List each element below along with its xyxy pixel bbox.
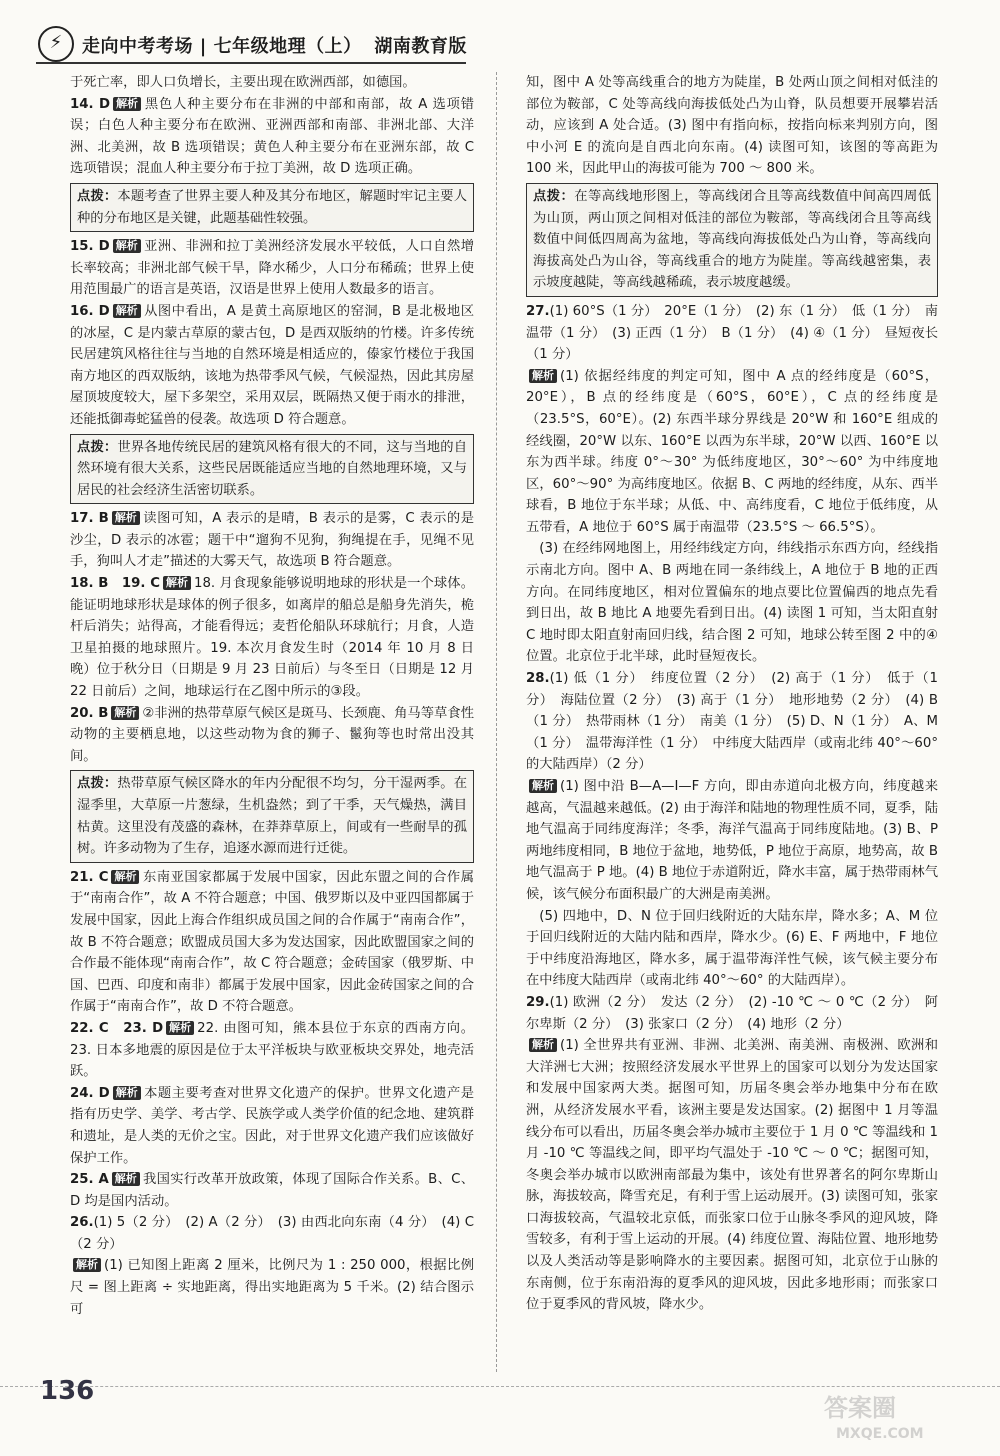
answer-text: 18. 月食现象能够说明地球的形状是一个球体。能证明地球形状是球体的例子很多，如离岸的船总是船身先消失，桅杆后消失；站得高，才能看得远；麦哲伦船队环球航行；月食，人造卫星拍摄的地球照片。19. 本次月食发生时（2014 年 10 月 8 日晚）位于秋分日（日期是 9 月 23 日前后）与冬至日（日期是 12 月 22 日前后）之间，地球运行在乙图中所示的③段。 bbox=[70, 576, 474, 700]
answer-item bbox=[70, 1018, 474, 1083]
analysis-tag: 解析 bbox=[529, 1038, 557, 1052]
answer-item bbox=[526, 301, 938, 366]
page-header bbox=[0, 0, 1000, 74]
analysis-tag: 解析 bbox=[529, 779, 557, 793]
tip-box bbox=[70, 770, 474, 862]
answer-item bbox=[70, 1083, 474, 1169]
analysis-tag: 解析 bbox=[112, 511, 140, 525]
logo-glyph: ⚡ bbox=[49, 32, 63, 53]
answer-paragraph bbox=[526, 1035, 938, 1316]
answer-text: 黑色人种主要分布在非洲的中部和南部，故 A 选项错误；白色人种主要分布在欧洲、亚洲西部和南部、非洲北部、大洋洲、北美洲，故 B 选项错误；黄色人种主要分布在亚洲东部，故 C 选项错误；混血人种主要分布于拉丁美洲，故 D 选项正确。 bbox=[70, 96, 474, 177]
question-number: 21. C bbox=[70, 869, 109, 885]
tip-text: 在等高线地形图上，等高线闭合且等高线数值中间高四周低为山顶，两山顶之间相对低洼的部位为鞍部，等高线闭合且等高线数值中间低四周高为盆地，等高线向海拔低处凸为山脊，等高线向海拔高处凸为山谷，等高线重合的地方为陡崖。等高线越密集，表示坡度越陡，等高线越稀疏，表示坡度越缓。 bbox=[533, 188, 931, 291]
answer-text: 东南亚国家都属于发展中国家，因此东盟之间的合作属于“南南合作”，故 A 不符合题意；中国、俄罗斯以及中亚四国都属于发展中国家，因此上海合作组织成员国之间的合作属于“南南合作”，故 B 不符合题意；欧盟成员国大多为发达国家，因此欧盟国家之间的合作最不能体现“南南合作”，故 C 符合题意；金砖国家（俄罗斯、中国、巴西、印度和南非）都属于发展中国家，因此金砖国家之间的合作属于“南南合作”，故 D 不符合题意。 bbox=[70, 869, 474, 1015]
question-number: 17. B bbox=[70, 511, 109, 527]
answer-item bbox=[70, 94, 474, 180]
book-grade-subject: 七年级地理（上） bbox=[213, 36, 362, 57]
analysis-tag: 解析 bbox=[112, 1172, 140, 1186]
answer-paragraph bbox=[526, 72, 938, 180]
answer-text: 于死亡率，即人口负增长，主要出现在欧洲西部，如德国。 bbox=[70, 75, 416, 90]
answer-paragraph bbox=[526, 538, 938, 668]
answer-paragraph bbox=[526, 366, 938, 539]
answer-paragraph bbox=[70, 72, 474, 94]
question-number: 27. bbox=[526, 303, 550, 319]
question-number: 26. bbox=[70, 1215, 94, 1231]
analysis-tag: 解析 bbox=[113, 97, 141, 111]
answer-text: 我国实行改革开放政策，体现了国际合作关系。B、C、D 均是国内活动。 bbox=[70, 1172, 475, 1209]
question-number: 14. D bbox=[70, 96, 111, 112]
tip-box bbox=[70, 434, 474, 505]
tip-text: 热带草原气候区降水的年内分配很不均匀，分干湿两季。在湿季里，大草原一片葱绿，生机盎然；到了干季，天气燥热，满目枯黄。这里没有茂盛的森林，在莽莽草原上，间或有一些耐旱的孤树。许多动物为了生存，追逐水源而进行迁徙。 bbox=[77, 776, 468, 857]
answer-text: (5) 四地中，D、N 位于回归线附近的大陆东岸，降水多；A、M 位于回归线附近的大陆内陆和西岸，降水少。(6) E、F 两地中，F 地位于中纬度沿海地区，降水多，属于温带海洋性气候，该气候主要分布在中纬度大陆西岸（或南北纬 40°～60° 的大陆西岸）。 bbox=[526, 908, 938, 989]
tip-label: 点拨： bbox=[77, 776, 118, 792]
tip-box bbox=[70, 183, 474, 232]
answer-text: (1) 图中沿 B—A—I—F 方向，即由赤道向北极方向，纬度越来越高，气温越来越低。(2) 由于海洋和陆地的物理性质不同，夏季，陆地气温高于同纬度海洋；冬季，海洋气温高于同纬度陆地。(3) B、P 两地纬度相同，B 地位于盆地，地势低，P 地位于高原，地势高，故 B 地气温高于 P 地。(4) B 地位于赤道附近，降水丰富，属于热带雨林气候，该气候分布面积最广的大洲是南美洲。 bbox=[526, 779, 938, 902]
book-series-title: 走向中考考场 bbox=[82, 36, 193, 57]
book-edition: 湖南教育版 bbox=[374, 36, 467, 57]
book-title-line: 走向中考考场 | 七年级地理（上） 湖南教育版 bbox=[82, 36, 467, 57]
question-number: 15. D bbox=[70, 239, 110, 255]
publisher-logo-icon bbox=[38, 26, 74, 62]
answer-paragraph bbox=[526, 776, 938, 906]
answer-item bbox=[70, 236, 474, 301]
page-number: 136 bbox=[40, 1376, 95, 1406]
answer-text: ②非洲的热带草原气候区是斑马、长颈鹿、角马等草食性动物的主要栖息地，以这些动物为食的狮子、鬣狗等也时常出没其间。 bbox=[70, 705, 474, 764]
tip-text: 世界各地传统民居的建筑风格有很大的不同，这与当地的自然环境有很大关系，这些民居既能适应当地的自然地理环境，又与居民的社会经济生活密切联系。 bbox=[77, 439, 468, 498]
answer-item bbox=[526, 668, 938, 776]
answer-text: 知，图中 A 处等高线重合的地方为陡崖，B 处两山顶之间相对低洼的部位为鞍部，C 处等高线向海拔低处凸为山脊，队员想要开展攀岩活动，应该到 A 处合适。(3) 图中有指向标，按指向标来判别方向，图中小河 E 的流向是自西北向东南。(4) 读图可知，该图的等高距为 100 米，因此甲山的海拔可能为 700 ～ 800 米。 bbox=[526, 75, 938, 177]
analysis-tag: 解析 bbox=[111, 706, 139, 720]
tip-label: 点拨： bbox=[533, 188, 575, 204]
watermark-text: 答案圈 bbox=[824, 1394, 896, 1422]
analysis-tag: 解析 bbox=[113, 239, 141, 253]
watermark-url: MXQE.COM bbox=[836, 1426, 924, 1442]
analysis-tag: 解析 bbox=[111, 870, 139, 884]
answer-item bbox=[70, 867, 474, 1018]
tip-label: 点拨： bbox=[77, 439, 118, 455]
answer-item bbox=[526, 992, 938, 1035]
tip-box bbox=[526, 183, 938, 297]
answer-text: 亚洲、非洲和拉丁美洲经济发展水平较低，人口自然增长率较高；非洲北部气候干旱，降水稀少，人口分布稀疏；世界上使用范围最广的语言是英语，汉语是世界上使用人数最多的语言。 bbox=[70, 239, 475, 298]
answer-paragraph bbox=[70, 1255, 474, 1320]
answer-item bbox=[70, 508, 474, 573]
answer-item bbox=[70, 1169, 474, 1212]
answer-text: (1) 全世界共有亚洲、非洲、北美洲、南美洲、南极洲、欧洲和大洋洲七大洲；按照经济发展水平世界上的国家可以划分为发达国家和发展中国家两大类。据图可知，历届冬奥会举办地集中分布在欧洲，从经济发展水平看，该洲主要是发达国家。(2) 据图中 1 月等温线分布可以看出，历届冬奥会举办城市主要位于 1 月 0 ℃ 等温线和 1 月 -10 ℃ 等温线之间，即平均气温处于 -10 ℃ ～ 0 ℃；据图可知，冬奥会举办城市以欧洲南部最为集中，该处有世界著名的阿尔卑斯山脉，海拔较高，降雪充足，有利于雪上运动展开。(3) 读图可知，张家口海拔较高，气温较北京低，而张家口位于山脉冬季风的迎风坡，降雪较多，有利于雪上运动的开展。(4) 纬度位置、海陆位置、地形地势以及人类活动等是影响降水的主要因素。据图可知，北京位于山脉的东南侧，位于东南沿海的夏季风的迎风坡，因此多地形雨；而张家口位于夏季风的背风坡，降水少。 bbox=[526, 1038, 938, 1313]
answer-text: (1) 60°S（1 分） 20°E（1 分） (2) 东（1 分） 低（1 分） 南温带（1 分） (3) 正西（1 分） B（1 分） (4) ④（1 分） 昼短夜长（1 分） bbox=[526, 303, 938, 363]
question-number: 24. D bbox=[70, 1085, 110, 1101]
answer-text: (1) 5（2 分） (2) A（2 分） (3) 由西北向东南（4 分） (4) C（2 分） bbox=[70, 1215, 474, 1252]
question-number: 22. C 23. D bbox=[70, 1020, 164, 1036]
answer-paragraph bbox=[526, 906, 938, 992]
answer-text: 22. 由图可知，熊本县位于东京的西南方向。23. 日本多地震的原因是位于太平洋板块与欧亚板块交界处，地壳活跃。 bbox=[70, 1020, 474, 1080]
analysis-tag: 解析 bbox=[529, 369, 557, 383]
answer-item bbox=[70, 1212, 474, 1255]
question-number: 28. bbox=[526, 671, 550, 687]
question-number: 16. D bbox=[70, 303, 110, 319]
header-rule bbox=[36, 62, 466, 64]
answer-text: 从图中看出，A 是黄土高原地区的窑洞，B 是北极地区的冰屋，C 是内蒙古草原的蒙古包，D 是西双版纳的竹楼。许多传统民居建筑风格往往与当地的自然环境是相适应的，傣家竹楼位于我国南方地区的西双版纳，该地为热带季风气候，气候湿热，因此其房屋屋顶坡度较大，屋下多架空，采用双层，既隔热又便于雨水的排泄，还能抵御毒蛇猛兽的侵袭。故选项 D 符合题意。 bbox=[70, 303, 474, 427]
answer-text: (3) 在经纬网地图上，用经纬线定方向，纬线指示东西方向，经线指示南北方向。图中 A、B 两地在同一条纬线上，A 地位于 B 地的正西方向。在同纬度地区，相对位置偏东的地点要比位置偏西的地点先看到日出，故 B 地比 A 地要先看到日出。(4) 读图 1 可知，当太阳直射 C 地时即太阳直射南回归线，结合图 2 可知，地球公转至图 2 中的④位置。北京位于北半球，此时昼短夜长。 bbox=[526, 541, 938, 665]
answer-text: (1) 低（1 分） 纬度位置（2 分） (2) 高于（1 分） 低于（1 分） 海陆位置（2 分） (3) 高于（1 分） 地形地势（2 分） (4) B（1 分） 热带雨林（1 分） 南美（1 分） (5) D、N（1 分） A、M（1 分） 温带海洋性（1 分） 中纬度大陆西岸（或南北纬 40°～60° 的大陆西岸）（2 分） bbox=[526, 671, 938, 773]
question-number: 29. bbox=[526, 994, 550, 1010]
answer-text: 本题主要考查对世界文化遗产的保护。世界文化遗产是指有历史学、美学、考古学、民族学或人类学价值的纪念地、建筑群和遗址，是人类的无价之宝。因此，对于世界文化遗产我们应该做好保护工作。 bbox=[70, 1085, 475, 1166]
answer-text: (1) 已知图上距离 2 厘米，比例尺为 1 : 250 000，根据比例尺 = 图上距离 ÷ 实地距离，得出实地距离为 5 千米。(2) 结合图示可 bbox=[70, 1258, 474, 1317]
question-number: 20. B bbox=[70, 705, 109, 721]
answer-text: (1) 依据经纬度的判定可知，图中 A 点的经纬度是（60°S，20°E），B 点的经纬度是（60°S，60°E），C 点的经纬度是（23.5°S，60°E）。(2) 东西半球分界线是 20°W 和 160°E 组成的经线圈，20°W 以东、160°E 以西为东半球，20°W 以西、160°E 以东为西半球。纬度 0°～30° 为低纬度地区，30°～60° 为中纬度地区，60°～90° 为高纬度地区。依据 B、C 两地的经纬度，从东、西半球看，B 地位于东半球；从低、中、高纬度看，C 地位于低纬度，从五带看，A 地位于 60°S 属于南温带（23.5°S ～ 66.5°S）。 bbox=[526, 368, 938, 535]
analysis-tag: 解析 bbox=[166, 1021, 194, 1035]
analysis-tag: 解析 bbox=[113, 1086, 141, 1100]
question-number: 25. A bbox=[70, 1172, 109, 1188]
question-number: 18. B 19. C bbox=[70, 576, 160, 592]
analysis-tag: 解析 bbox=[163, 576, 191, 590]
answer-text: 读图可知，A 表示的是晴，B 表示的是雾，C 表示的是沙尘，D 表示的冰雹；题干中“遛狗不见狗，狗绳提在手，见绳不见手，狗叫人才走”描述的大雾天气，故选项 B 符合题意。 bbox=[70, 511, 474, 570]
answer-item bbox=[70, 301, 474, 431]
answer-item bbox=[70, 573, 474, 703]
tip-label: 点拨： bbox=[77, 188, 118, 204]
analysis-tag: 解析 bbox=[73, 1258, 101, 1272]
watermark-logo bbox=[816, 1386, 976, 1446]
column-divider bbox=[496, 72, 497, 1372]
answer-text: (1) 欧洲（2 分） 发达（2 分） (2) -10 ℃ ～ 0 ℃（2 分） 阿尔卑斯（2 分） (3) 张家口（2 分） (4) 地形（2 分） bbox=[526, 994, 938, 1032]
tip-text: 本题考查了世界主要人种及其分布地区，解题时牢记主要人种的分布地区是关键，此题基础性较强。 bbox=[77, 188, 468, 226]
left-column bbox=[70, 72, 474, 1320]
analysis-tag: 解析 bbox=[113, 304, 141, 318]
right-column bbox=[526, 72, 938, 1316]
answer-item bbox=[70, 703, 474, 768]
